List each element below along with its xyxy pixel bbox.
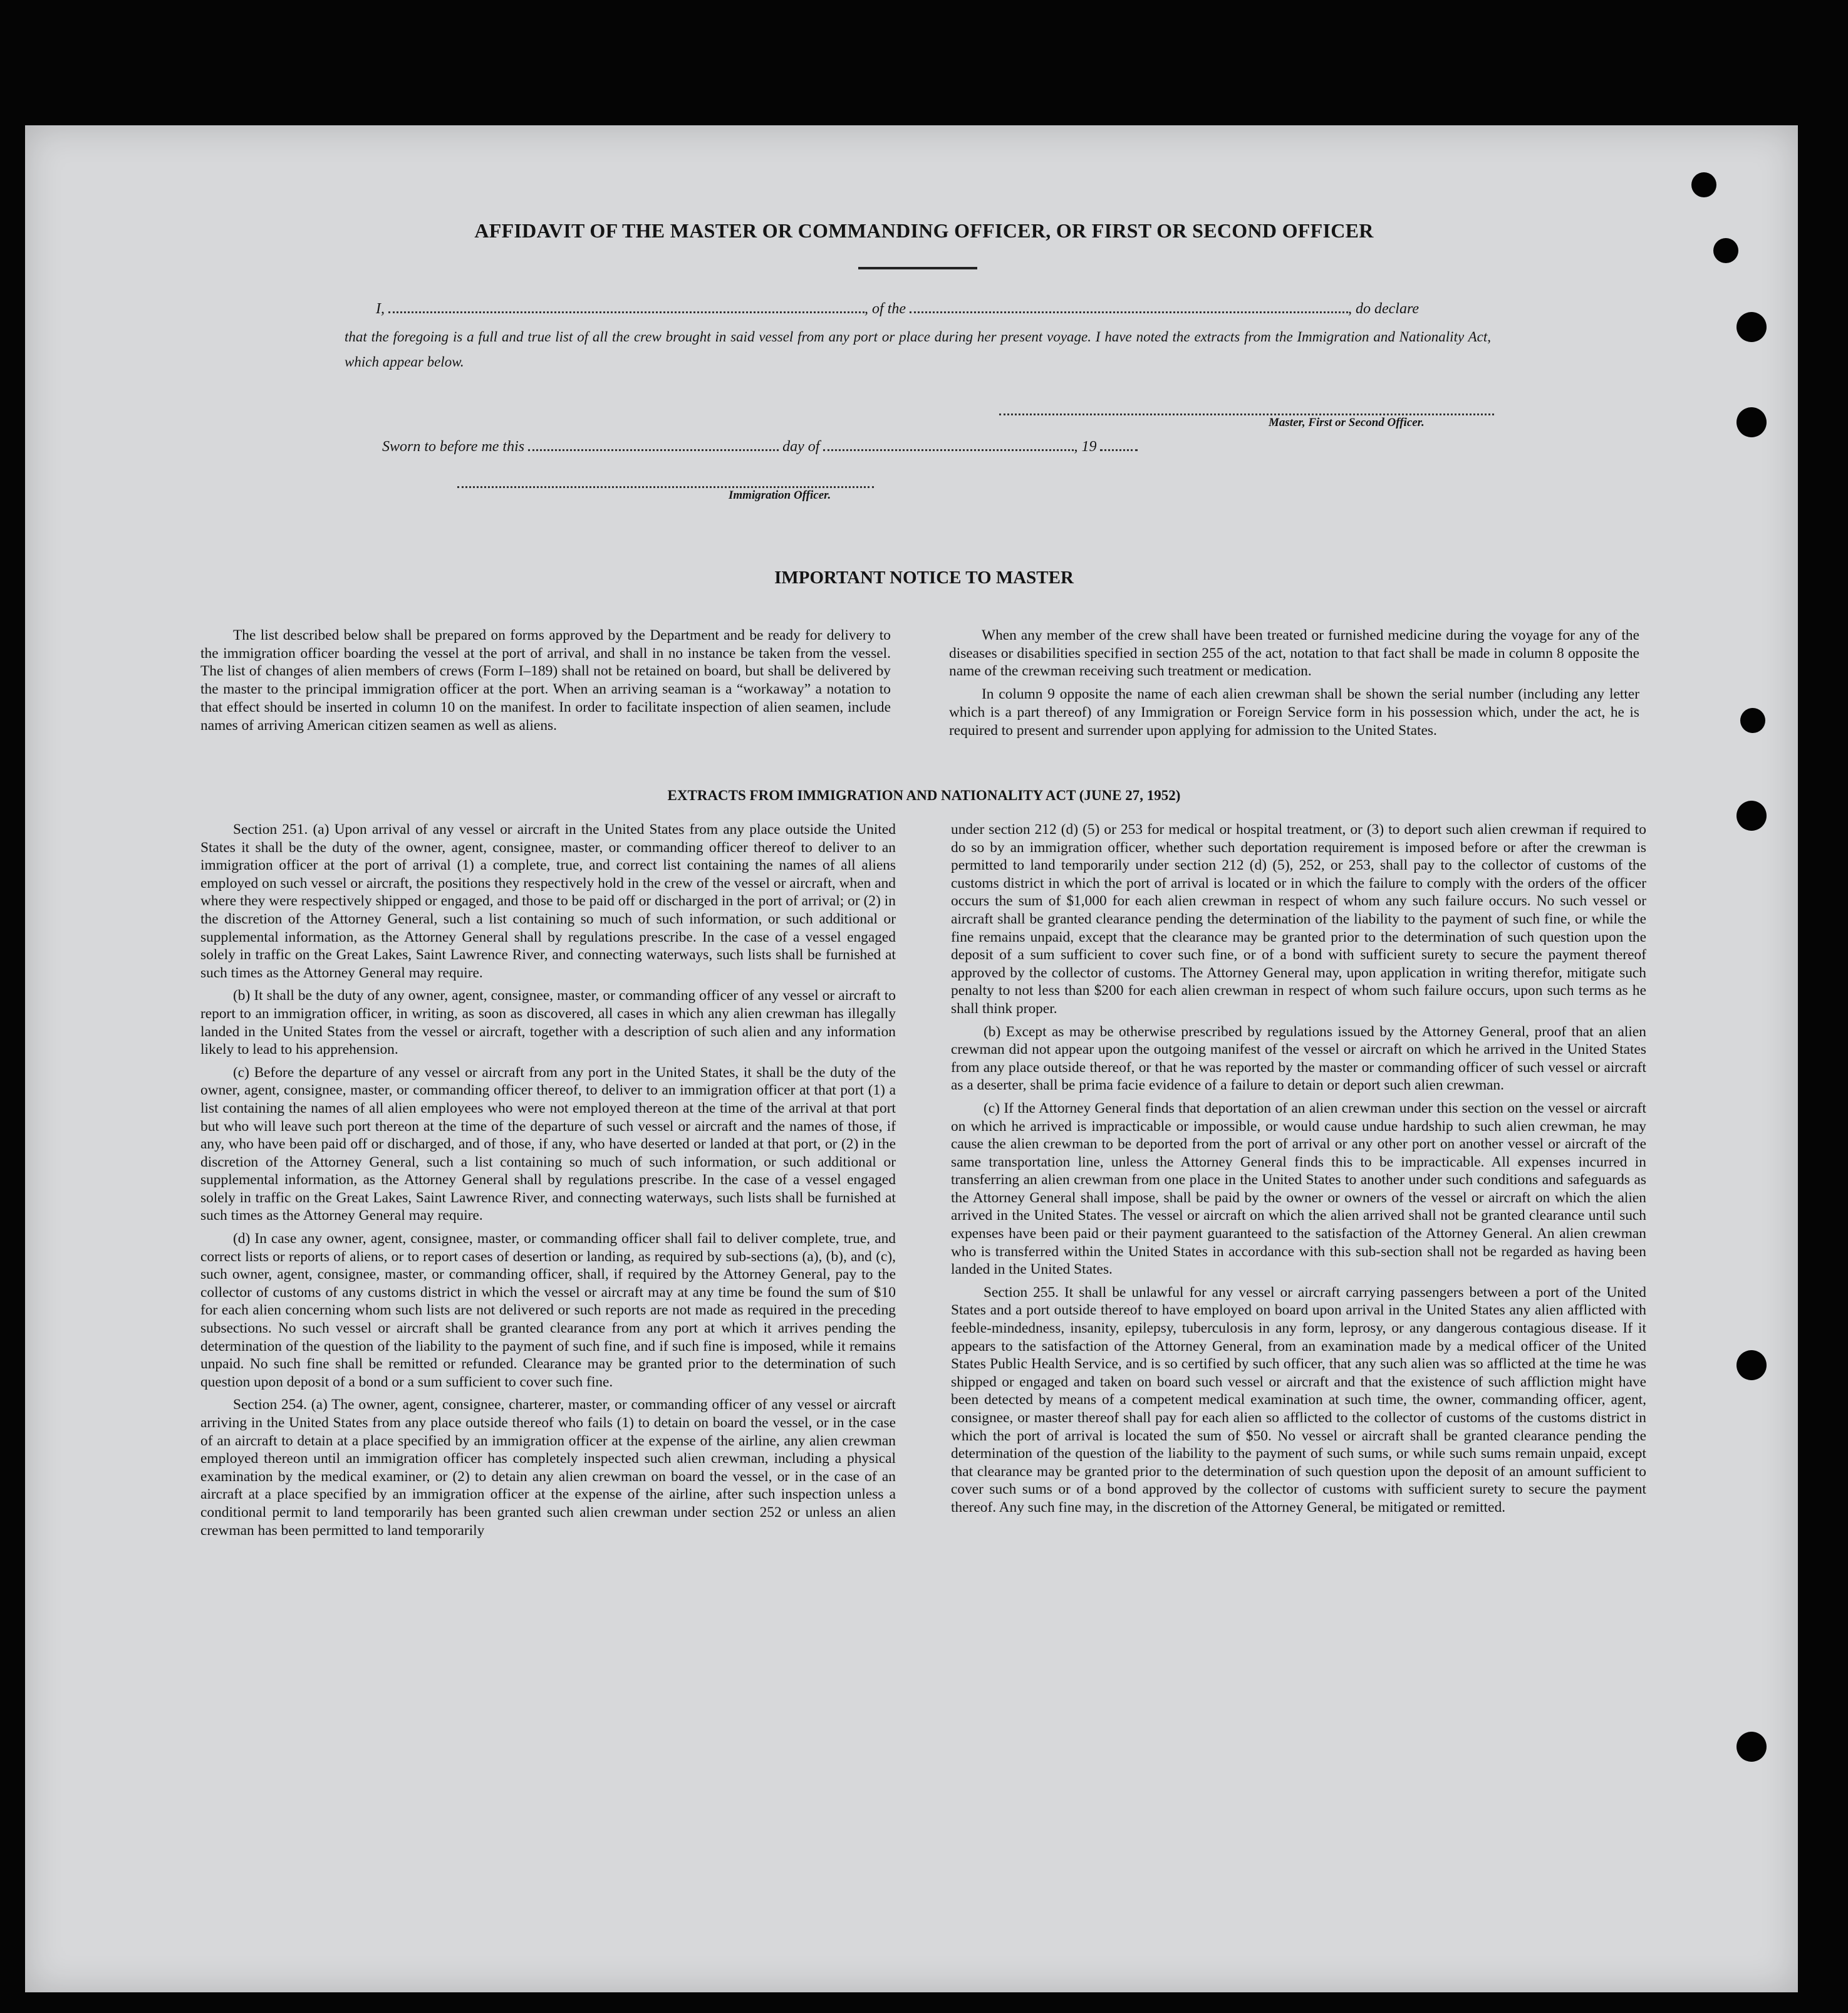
punch-hole (1736, 407, 1767, 437)
title-underline (858, 267, 977, 269)
punch-hole (1736, 312, 1767, 342)
sworn-day-field[interactable] (528, 449, 779, 451)
extract-paragraph: (d) In case any owner, agent, consignee, master, or commanding officer shall fail to deliver complete, true, and correct lists or reports of aliens, or to report cases of desertion or landing, as required by sub-sections (a), (b), and (c), such owner, agent, consignee, master, or commanding officer, shall, if required by the Attorney General, pay to the collector of customs of any customs district in which the vessel or aircraft may at any time be found the sum of $10 for each alien concerning whom such lists are not delivered or such reports are not made as required in the preceding subsections. No such vessel or aircraft shall be granted clearance from any port at which it arrives pending the determination of the question of the liability to the payment of such fine, and if such fine is imposed, while it remains unpaid. No such fine shall be remitted or refunded. Clearance may be granted prior to the determination of such question upon deposit of a bond or a sum sufficient to cover such fine. (200, 1230, 896, 1390)
sworn-year-field[interactable] (1100, 449, 1138, 451)
sworn-row (382, 439, 1497, 455)
notice-left-column (200, 627, 891, 739)
notice-right-column (949, 627, 1639, 744)
extract-paragraph: (c) If the Attorney General finds that deportation of an alien crewman under this section on the vessel or aircraft on which he arrived is impracticable or impossible, or would cause undue hardship to such alien crewman, he may cause the alien crewman to be deported from the port of arrival or any other port on another vessel or aircraft of the same transportation line, unless the Attorney General finds this to be impracticable. All expenses incurred in transferring an alien crewman from one place in the United States to another under such conditions and safeguards as the Attorney General shall impose, shall be paid by the owner or owners of the vessel or aircraft on which the alien arrived in the United States. The vessel or aircraft on which the alien arrived shall not be granted clearance until such expenses have been paid or their payment guaranteed to the satisfaction of the Attorney General. An alien crewman who is transferred within the United States in accordance with this sub-section shall not be regarded as having been landed in the United States. (951, 1100, 1646, 1278)
immigration-officer-caption: Immigration Officer. (729, 489, 831, 502)
notice-title: IMPORTANT NOTICE TO MASTER (774, 568, 1074, 588)
extract-paragraph: (b) It shall be the duty of any owner, agent, consignee, master, or commanding officer of any vessel or aircraft to report to an immigration officer, in writing, as soon as discovered, all cases in which any alien crewman has illegally landed in the United States from the vessel or aircraft, together with a description of such alien and any information likely to lead to his apprehension. (200, 987, 896, 1058)
punch-hole (1736, 1350, 1767, 1380)
notice-paragraph: When any member of the crew shall have been treated or furnished medicine during the voyage for any of the diseases or disabilities specified in section 255 of the act, notation to that fact shall be made in column 8 opposite the name of the crewman receiving such treatment or medication. (949, 627, 1639, 680)
notice-paragraph: In column 9 opposite the name of each alien crewman shall be shown the serial number (including any letter which is a part thereof) of any Immigration or Foreign Service form in his possession which, under the act, he is required to present and surrender upon applying for admission to the United States. (949, 686, 1639, 739)
sworn-month-field[interactable] (823, 449, 1074, 451)
punch-hole (1740, 708, 1765, 733)
i-label: I, (376, 301, 385, 317)
notice-paragraph: The list described below shall be prepared on forms approved by the Department and be ready for delivery to the immigration officer boarding the vessel at the port of arrival, and shall in no instance be taken from the vessel. The list of changes of alien members of crews (Form I–189) shall not be retained on board, but shall be delivered by the master to the principal immigration officer at the port. When an arriving seaman is a “workaway” a notation to that effect should be inserted in column 10 on the manifest. In order to facilitate inspection of alien seamen, include names of arriving American citizen seamen as well as aliens. (200, 627, 891, 734)
master-caption: Master, First or Second Officer. (1269, 416, 1425, 429)
extracts-right-column (951, 821, 1646, 1522)
vessel-name-field[interactable] (910, 311, 1348, 313)
extracts-title: EXTRACTS FROM IMMIGRATION AND NATIONALITY ACT (JUNE 27, 1952) (667, 788, 1181, 803)
punch-hole (1736, 801, 1767, 831)
extract-paragraph: Section 251. (a) Upon arrival of any vessel or aircraft in the United States from any place outside the United States it shall be the duty of the owner, agent, consignee, master, or commanding officer thereof to deliver to an immigration officer at the port of arrival (1) a complete, true, and correct list containing the names of all aliens employed on such vessel or aircraft, the positions they respectively hold in the crew of the vessel or aircraft, when and where they were respectively shipped or engaged, and those to be paid off or discharged in the port of arrival; or (2) in the discretion of the Attorney General, such a list containing so much of such information, or such additional or supplemental information, as the Attorney General shall by regulations prescribe. In the case of a vessel engaged solely in traffic on the Great Lakes, Saint Lawrence River, and connecting waterways, such lists shall be furnished at such times as the Attorney General may require. (200, 821, 896, 981)
day-of-label: day of (782, 439, 820, 455)
sworn-label: Sworn to before me this (382, 439, 525, 455)
affidavit-title: AFFIDAVIT OF THE MASTER OR COMMANDING OFFICER, OR FIRST OR SECOND OFFICER (474, 219, 1374, 242)
extracts-left-column (200, 821, 896, 1544)
extract-paragraph: under section 212 (d) (5) or 253 for medical or hospital treatment, or (3) to deport such alien crewman if required to do so by an immigration officer, whether such deportation requirement is imposed before or after the crewman is permitted to land temporarily under section 212 (d) (5), 252, or 253, shall pay to the collector of customs of the customs district in which the port of arrival is located or in which the failure to comply with the orders of the officer occurs the sum of $1,000 for each alien crewman in respect of whom any such failure occurs. No such vessel or aircraft shall be granted clearance pending the determination of the liability to the payment of such fine, or while the fine remains unpaid, except that the clearance may be granted prior to the determination of such question upon the deposit of a sum sufficient to cover such fine, or of a bond with sufficient surety to secure the payment thereof approved by the collector of customs. The Attorney General may, upon application in writing therefor, mitigate such penalty to not less than $200 for each alien crewman in respect of whom such failure occurs, upon such terms as he shall think proper. (951, 821, 1646, 1017)
extract-paragraph: Section 254. (a) The owner, agent, consignee, charterer, master, or commanding officer of any vessel or aircraft arriving in the United States from any place outside thereof who fails (1) to detain on board the vessel, or in the case of an aircraft to detain at a place specified by an immigration officer at the expense of the airline, any alien crewman employed thereon until an immigration officer has completely inspected such alien crewman, including a physical examination by the medical examiner, or (2) to detain any alien crewman on board the vessel, or in the case of an aircraft at a place specified by an immigration officer at the expense of the airline, after such inspection unless a conditional permit to land temporarily has been granted such alien crewman under section 252 or unless an alien crewman has been permitted to land temporarily (200, 1397, 896, 1539)
do-declare-label: , do declare (1348, 301, 1420, 317)
extract-paragraph: (b) Except as may be otherwise prescribed by regulations issued by the Attorney General, proof that an alien crewman did not appear upon the outgoing manifest of the vessel or aircraft on which he arrived in the United States from any place outside thereof, or that he was reported by the master or commanding officer of such vessel or aircraft as a deserter, shall be prima facie evidence of a failure to detain or deport such alien crewman. (951, 1023, 1646, 1094)
punch-hole (1691, 172, 1716, 197)
year-label: , 19 (1074, 439, 1097, 455)
of-the-label: , of the (864, 301, 906, 317)
extract-paragraph: Section 255. It shall be unlawful for any vessel or aircraft carrying passengers between a port of the United States and a port outside thereof to have employed on board upon arrival in the United States any alien afflicted with feeble-mindedness, insanity, epilepsy, tuberculosis in any form, leprosy, or any dangerous contagious disease. If it appears to the satisfaction of the Attorney General, from an examination made by a medical officer of the United States Public Health Service, and is so certified by such officer, that any such alien was so afflicted at the time he was shipped or engaged and taken on board such vessel or aircraft and that the existence of such affliction might have been detected by means of a competent medical examination at such time, the owner, commanding officer, agent, consignee, or master thereof shall pay for each alien so afflicted to the collector of customs of the customs district in which the port of arrival is located the sum of $50. No vessel or aircraft shall be granted clearance pending the determination of the question of the liability to the payment of such sums, or while such sums remain unpaid, except that clearance may be granted prior to the determination of such question upon the deposit of an amount sufficient to cover such sums or of a bond approved by the collector of customs with sufficient surety to secure the payment thereof. Any such fine may, in the discretion of the Attorney General, be mitigated or remitted. (951, 1284, 1646, 1516)
extract-paragraph: (c) Before the departure of any vessel or aircraft from any port in the United States, it shall be the duty of the owner, agent, consignee, master, or commanding officer thereof, to deliver to an immigration officer at that port (1) a list containing the names of all alien employees who were not employed thereon at the time of the arrival at that port but who will leave such port thereon at the time of the departure of such vessel or aircraft and the names of those, if any, who have been paid off or discharged, and of those, if any, who have deserted or landed at that port, or (2) in the discretion of the Attorney General, such a list containing so much of such information, or such additional or supplemental information, as the Attorney General shall by regulations prescribe. In the case of a vessel engaged solely in traffic on the Great Lakes, Saint Lawrence River, and connecting waterways, such lists shall be furnished at such times as the Attorney General may require. (200, 1064, 896, 1224)
declarant-name-field[interactable] (388, 311, 864, 313)
declaration-text: that the foregoing is a full and true list of all the crew brought in said vessel from any port or place during her present voyage. I have noted the extracts from the Immigration and Nationality Act, which appear below. (345, 329, 1491, 370)
declarant-row (376, 301, 1491, 318)
punch-hole (1736, 1732, 1767, 1762)
immigration-officer-signature-line[interactable] (457, 486, 874, 488)
master-signature-line[interactable] (999, 414, 1494, 415)
